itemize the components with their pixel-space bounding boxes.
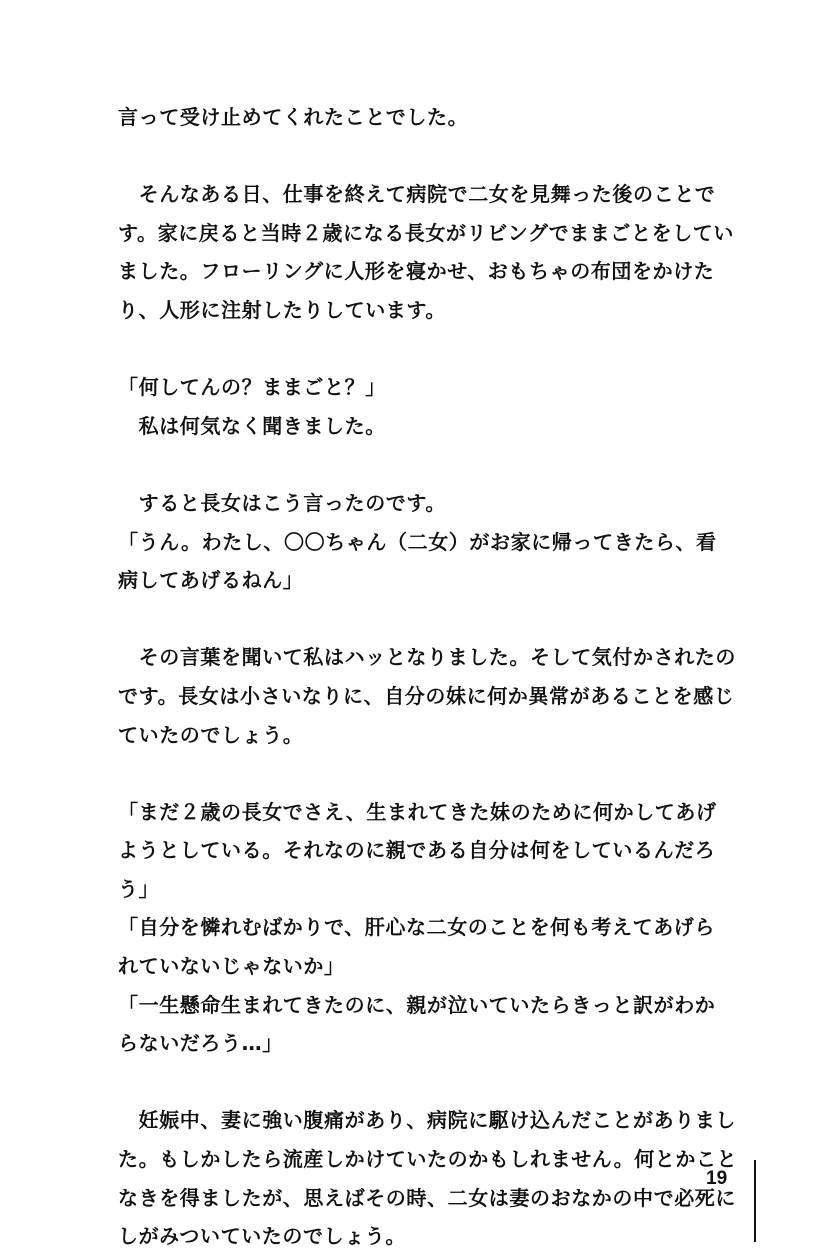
text-line: り、人形に注射したりしています。 [118,297,446,322]
page-number: 19 [706,1168,728,1189]
paragraph-gap [118,1063,738,1102]
text-line: その言葉を聞いて私はハッとなりました。そして気付かされたの [118,645,736,670]
text-line: 「何してんの？ままごと？」 [118,375,386,400]
text-line: す。家に戻ると当時２歳になる長女がリビングでままごとをしてい [118,220,734,245]
paragraph-gap [118,754,738,793]
text-line: 言って受け止めてくれたことでした。 [118,105,469,129]
text-line: う」 [118,876,160,901]
text-line: 「自分を憐れむばかりで、肝心な二女のことを何も考えてあげら [118,915,715,940]
text-line: しがみついていたのでしょう。 [118,1224,406,1249]
paragraph-gap [118,137,738,176]
page-edge-rule [754,1160,756,1242]
text-line: ました。フローリングに人形を寝かせ、おもちゃの布団をかけた [118,259,715,284]
text-line: 「うん。わたし、〇〇ちゃん（二女）がお家に帰ってきたら、看 [118,529,717,554]
text-line: れていないじゃないか」 [118,954,345,979]
text-line: ようとしている。それなのに親である自分は何をしているんだろ [118,838,716,863]
paragraph-gap [118,445,738,484]
body-text [118,98,738,1256]
text-line: た。もしかしたら流産しかけていたのかもしれません。何とかこと [118,1147,738,1172]
paragraph-gap [118,600,738,639]
text-line: すると長女はこう言ったのです。 [118,490,446,515]
text-line: らないだろう…」 [118,1031,283,1056]
text-line: ていたのでしょう。 [118,722,304,747]
text-line: 「まだ２歳の長女でさえ、生まれてきた妹のために何かしてあげ [118,799,717,824]
text-line: です。長女は小さいなりに、自分の妹に何か異常があることを感じ [118,683,735,708]
text-line: 妊娠中、妻に強い腹痛があり、病院に駆け込んだことがありまし [118,1108,736,1133]
text-line: 私は何気なく聞きました。 [118,413,386,438]
text-line: そんなある日、仕事を終えて病院で二女を見舞った後のことで [118,182,716,207]
text-line: 「一生懸命生まれてきたのに、親が泣いていたらきっと訳がわか [118,992,716,1017]
text-line: 病してあげるねん」 [118,568,304,593]
paragraph-gap [118,330,738,369]
text-line: なきを得ましたが、思えばその時、二女は妻のおなかの中で必死に [118,1185,736,1210]
